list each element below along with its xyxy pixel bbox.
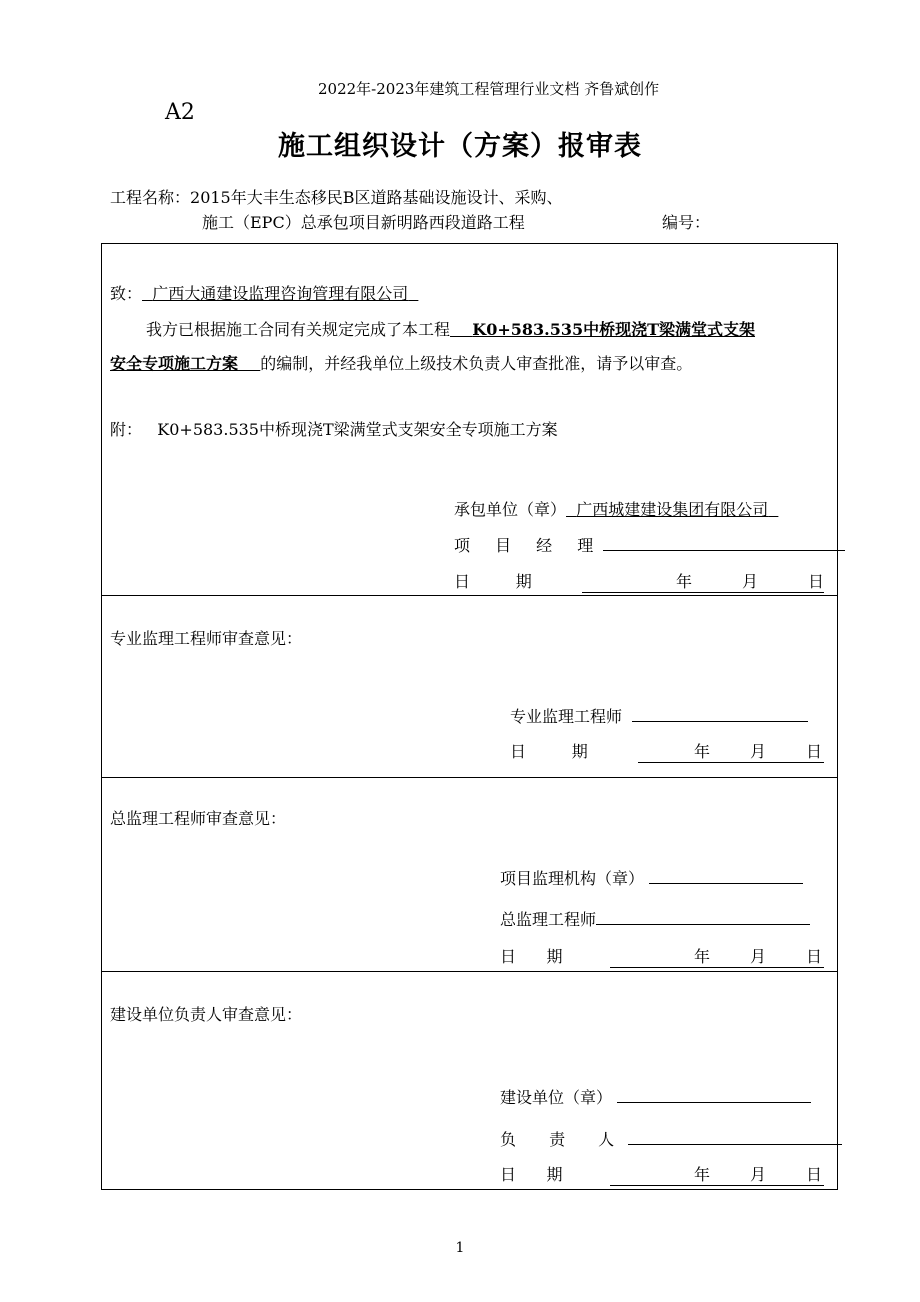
owner-review-section: [102, 972, 837, 1191]
responsible-person-label: 负 责 人: [500, 1130, 629, 1149]
specialist-engineer-line: [510, 704, 808, 727]
date-line-1: [454, 569, 824, 593]
date-field-4[interactable]: [610, 1162, 824, 1186]
year-label-1: 年: [676, 572, 693, 591]
project-name-label: 工程名称：: [110, 188, 191, 207]
document-number-label: 编号：: [662, 213, 711, 232]
year-label-4: 年: [694, 1165, 711, 1184]
supervision-org-seal[interactable]: [649, 869, 803, 884]
page-title: 施工组织设计（方案）报审表: [278, 131, 642, 162]
day-label-4: 日: [806, 1165, 823, 1184]
submission-body-suffix: 的编制，并经我单位上级技术负责人审查批准，请予以审查。: [260, 354, 693, 373]
page-header: 2022年-2023年建筑工程管理行业文档 齐鲁斌创作: [318, 80, 660, 98]
day-label-2: 日: [806, 742, 823, 761]
owner-unit-line: [500, 1085, 811, 1108]
contractor-label: 承包单位（章）: [454, 500, 567, 519]
month-label-2: 月: [750, 742, 767, 761]
owner-review-heading: 建设单位负责人审查意见：: [110, 1005, 303, 1024]
date-line-4: [500, 1162, 824, 1186]
project-manager-label: 项 目 经 理: [454, 536, 604, 555]
review-form: [101, 243, 838, 1190]
submission-body-line1: [146, 317, 755, 340]
attachment-line: [110, 417, 558, 440]
date-label-1: 日 期: [454, 572, 532, 591]
supervision-org-line: [500, 866, 803, 889]
document-code: A2: [165, 100, 195, 125]
attachment-label: 附：: [110, 420, 143, 439]
chief-engineer-signature[interactable]: [596, 910, 810, 925]
project-name-value-1: 2015年大丰生态移民B区道路基础设施设计、采购、: [190, 188, 563, 207]
date-label-4: 日 期: [500, 1165, 563, 1184]
project-name-line1: [110, 185, 563, 208]
addressee-line: [110, 281, 418, 304]
responsible-person-signature[interactable]: [628, 1130, 842, 1145]
responsible-person-line: [500, 1127, 842, 1150]
chief-engineer-label: 总监理工程师: [500, 910, 597, 929]
addressee-label: 致：: [110, 284, 143, 303]
owner-unit-label: 建设单位（章）: [500, 1088, 613, 1107]
month-label-1: 月: [742, 572, 759, 591]
submission-subject-1: K0+583.535中桥现浇T梁满堂式支架: [472, 320, 756, 339]
project-name-line2: 施工（EPC）总承包项目新明路西段道路工程: [202, 213, 525, 232]
date-field-3[interactable]: [610, 944, 824, 968]
project-manager-line: [454, 533, 845, 556]
date-label-2: 日 期: [510, 742, 588, 761]
year-label-2: 年: [694, 742, 711, 761]
chief-review-section: [102, 778, 837, 972]
submission-body-prefix: 我方已根据施工合同有关规定完成了本工程: [146, 320, 451, 339]
chief-engineer-line: [500, 907, 810, 930]
supervision-org-label: 项目监理机构（章）: [500, 869, 645, 888]
specialist-engineer-signature[interactable]: [632, 707, 808, 722]
submission-body-line2: [110, 351, 692, 374]
year-label-3: 年: [694, 947, 711, 966]
page-number: 1: [455, 1240, 465, 1256]
date-line-2: [510, 739, 824, 763]
specialist-review-section: [102, 596, 837, 778]
submission-subject-2: 安全专项施工方案: [110, 354, 239, 373]
specialist-review-heading: 专业监理工程师审查意见：: [110, 629, 303, 648]
contractor-line: [454, 497, 778, 520]
date-line-3: [500, 944, 824, 968]
month-label-4: 月: [750, 1165, 767, 1184]
contractor-value: 广西城建建设集团有限公司: [576, 500, 769, 519]
attachment-value: K0+583.535中桥现浇T梁满堂式支架安全专项施工方案: [157, 420, 558, 439]
day-label-3: 日: [806, 947, 823, 966]
project-manager-signature[interactable]: [603, 536, 845, 551]
submission-section: [102, 244, 837, 596]
date-field-1[interactable]: [582, 569, 824, 593]
date-field-2[interactable]: [638, 739, 824, 763]
date-label-3: 日 期: [500, 947, 563, 966]
addressee-value: 广西大通建设监理咨询管理有限公司: [152, 284, 409, 303]
chief-review-heading: 总监理工程师审查意见：: [110, 809, 287, 828]
month-label-3: 月: [750, 947, 767, 966]
day-label-1: 日: [808, 572, 825, 591]
owner-unit-seal[interactable]: [617, 1088, 811, 1103]
specialist-engineer-label: 专业监理工程师: [510, 707, 623, 726]
